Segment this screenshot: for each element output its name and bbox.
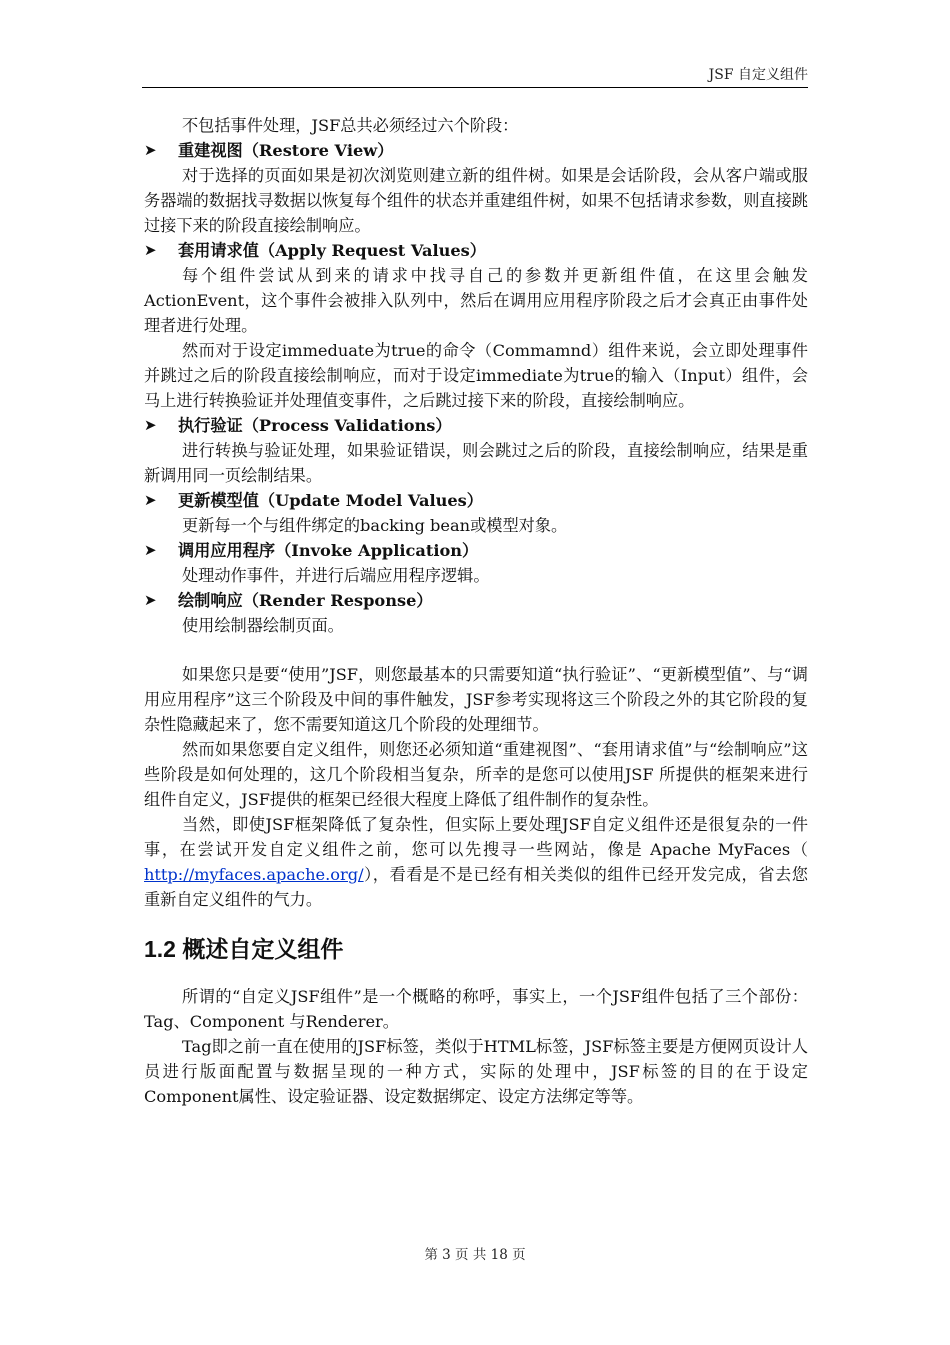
phase-title: 绘制响应（Render Response） <box>178 591 433 610</box>
arrowhead-bullet-icon: ➤ <box>144 491 157 509</box>
phase-item <box>144 138 808 238</box>
phase-paragraph: 每个组件尝试从到来的请求中找寻自己的参数并更新组件值，在这里会触发ActionEvent，这个事件会被排入队列中，然后在调用应用程序阶段之后才会真正由事件处理者进行处理。 <box>144 266 808 335</box>
phase-paragraph: 进行转换与验证处理，如果验证错误，则会跳过之后的阶段，直接绘制响应，结果是重新调用同一页绘制结果。 <box>144 441 808 485</box>
phase-paragraph: 对于选择的页面如果是初次浏览则建立新的组件树。如果是会话阶段，会从客户端或服务器端的数据找寻数据以恢复每个组件的状态并重建组件树，如果不包括请求参数，则直接跳过接下来的阶段直接绘制响应。 <box>144 166 808 235</box>
section-heading: 1.2 概述自定义组件 <box>144 936 344 962</box>
spacer <box>144 638 808 662</box>
arrowhead-bullet-icon: ➤ <box>144 591 157 609</box>
phase-paragraph: 更新每一个与组件绑定的backing bean或模型对象。 <box>182 516 568 535</box>
section-paragraph: 所谓的“自定义JSF组件”是一个概略的称呼，事实上，一个JSF组件包括了三个部份：Tag、Component 与Renderer。 <box>144 987 808 1031</box>
phase-list <box>144 138 808 638</box>
phase-title: 更新模型值（Update Model Values） <box>178 491 483 510</box>
body-paragraph: 然而如果您要自定义组件，则您还必须知道“重建视图”、“套用请求值”与“绘制响应”这些阶段是如何处理的，这几个阶段相当复杂，所幸的是您可以使用JSF 所提供的框架来进行组件自定义，JSF提供的框架已经很大程度上降低了组件制作的复杂性。 <box>144 740 808 809</box>
page-content <box>144 113 808 1109</box>
arrowhead-bullet-icon: ➤ <box>144 141 157 159</box>
paragraph-text: 当然，即使JSF框架降低了复杂性，但实际上要处理JSF自定义组件还是很复杂的一件事，在尝试开发自定义组件之前，您可以先搜寻一些网站，像是 Apache MyFaces（ <box>144 815 808 859</box>
phase-title: 调用应用程序（Invoke Application） <box>178 541 479 560</box>
section-paragraph: Tag即之前一直在使用的JSF标签，类似于HTML标签，JSF标签主要是方便网页设计人员进行版面配置与数据呈现的一种方式，实际的处理中，JSF标签的目的在于设定Component属性、设定验证器、设定数据绑定、设定方法绑定等等。 <box>144 1037 808 1106</box>
body-paragraph-with-link <box>144 812 808 912</box>
arrowhead-bullet-icon: ➤ <box>144 416 157 434</box>
phase-paragraph: 处理动作事件，并进行后端应用程序逻辑。 <box>182 566 490 585</box>
phase-title: 重建视图（Restore View） <box>178 141 394 160</box>
phase-title: 执行验证（Process Validations） <box>178 416 452 435</box>
phase-paragraph: 然而对于设定immeduate为true的命令（Commamnd）组件来说，会立即处理事件并跳过之后的阶段直接绘制响应，而对于设定immediate为true的输入（Input）组件，会马上进行转换验证并处理值变事件，之后跳过接下来的阶段，直接绘制响应。 <box>144 341 808 410</box>
phase-item <box>144 538 808 588</box>
header-rule <box>142 87 808 88</box>
intro-paragraph: 不包括事件处理，JSF总共必须经过六个阶段： <box>182 116 519 135</box>
phase-item <box>144 488 808 538</box>
paragraph-text: ），看看是不是已经有相关类似的组件已经开发完成，省去您重新自定义组件的气力。 <box>144 865 808 909</box>
page-footer: 第 3 页 共 18 页 <box>424 1247 526 1263</box>
arrowhead-bullet-icon: ➤ <box>144 241 157 259</box>
phase-item <box>144 588 808 638</box>
phase-paragraph: 使用绘制器绘制页面。 <box>182 616 344 635</box>
arrowhead-bullet-icon: ➤ <box>144 541 157 559</box>
myfaces-link[interactable]: http://myfaces.apache.org/ <box>144 865 364 884</box>
phase-title: 套用请求值（Apply Request Values） <box>178 241 486 260</box>
phase-item <box>144 413 808 488</box>
running-header: JSF 自定义组件 <box>708 67 808 83</box>
body-paragraph: 如果您只是要“使用”JSF，则您最基本的只需要知道“执行验证”、“更新模型值”、与“调用应用程序”这三个阶段及中间的事件触发，JSF参考实现将这三个阶段之外的其它阶段的复杂性隐藏起来了，您不需要知道这几个阶段的处理细节。 <box>144 665 808 734</box>
phase-item <box>144 238 808 413</box>
